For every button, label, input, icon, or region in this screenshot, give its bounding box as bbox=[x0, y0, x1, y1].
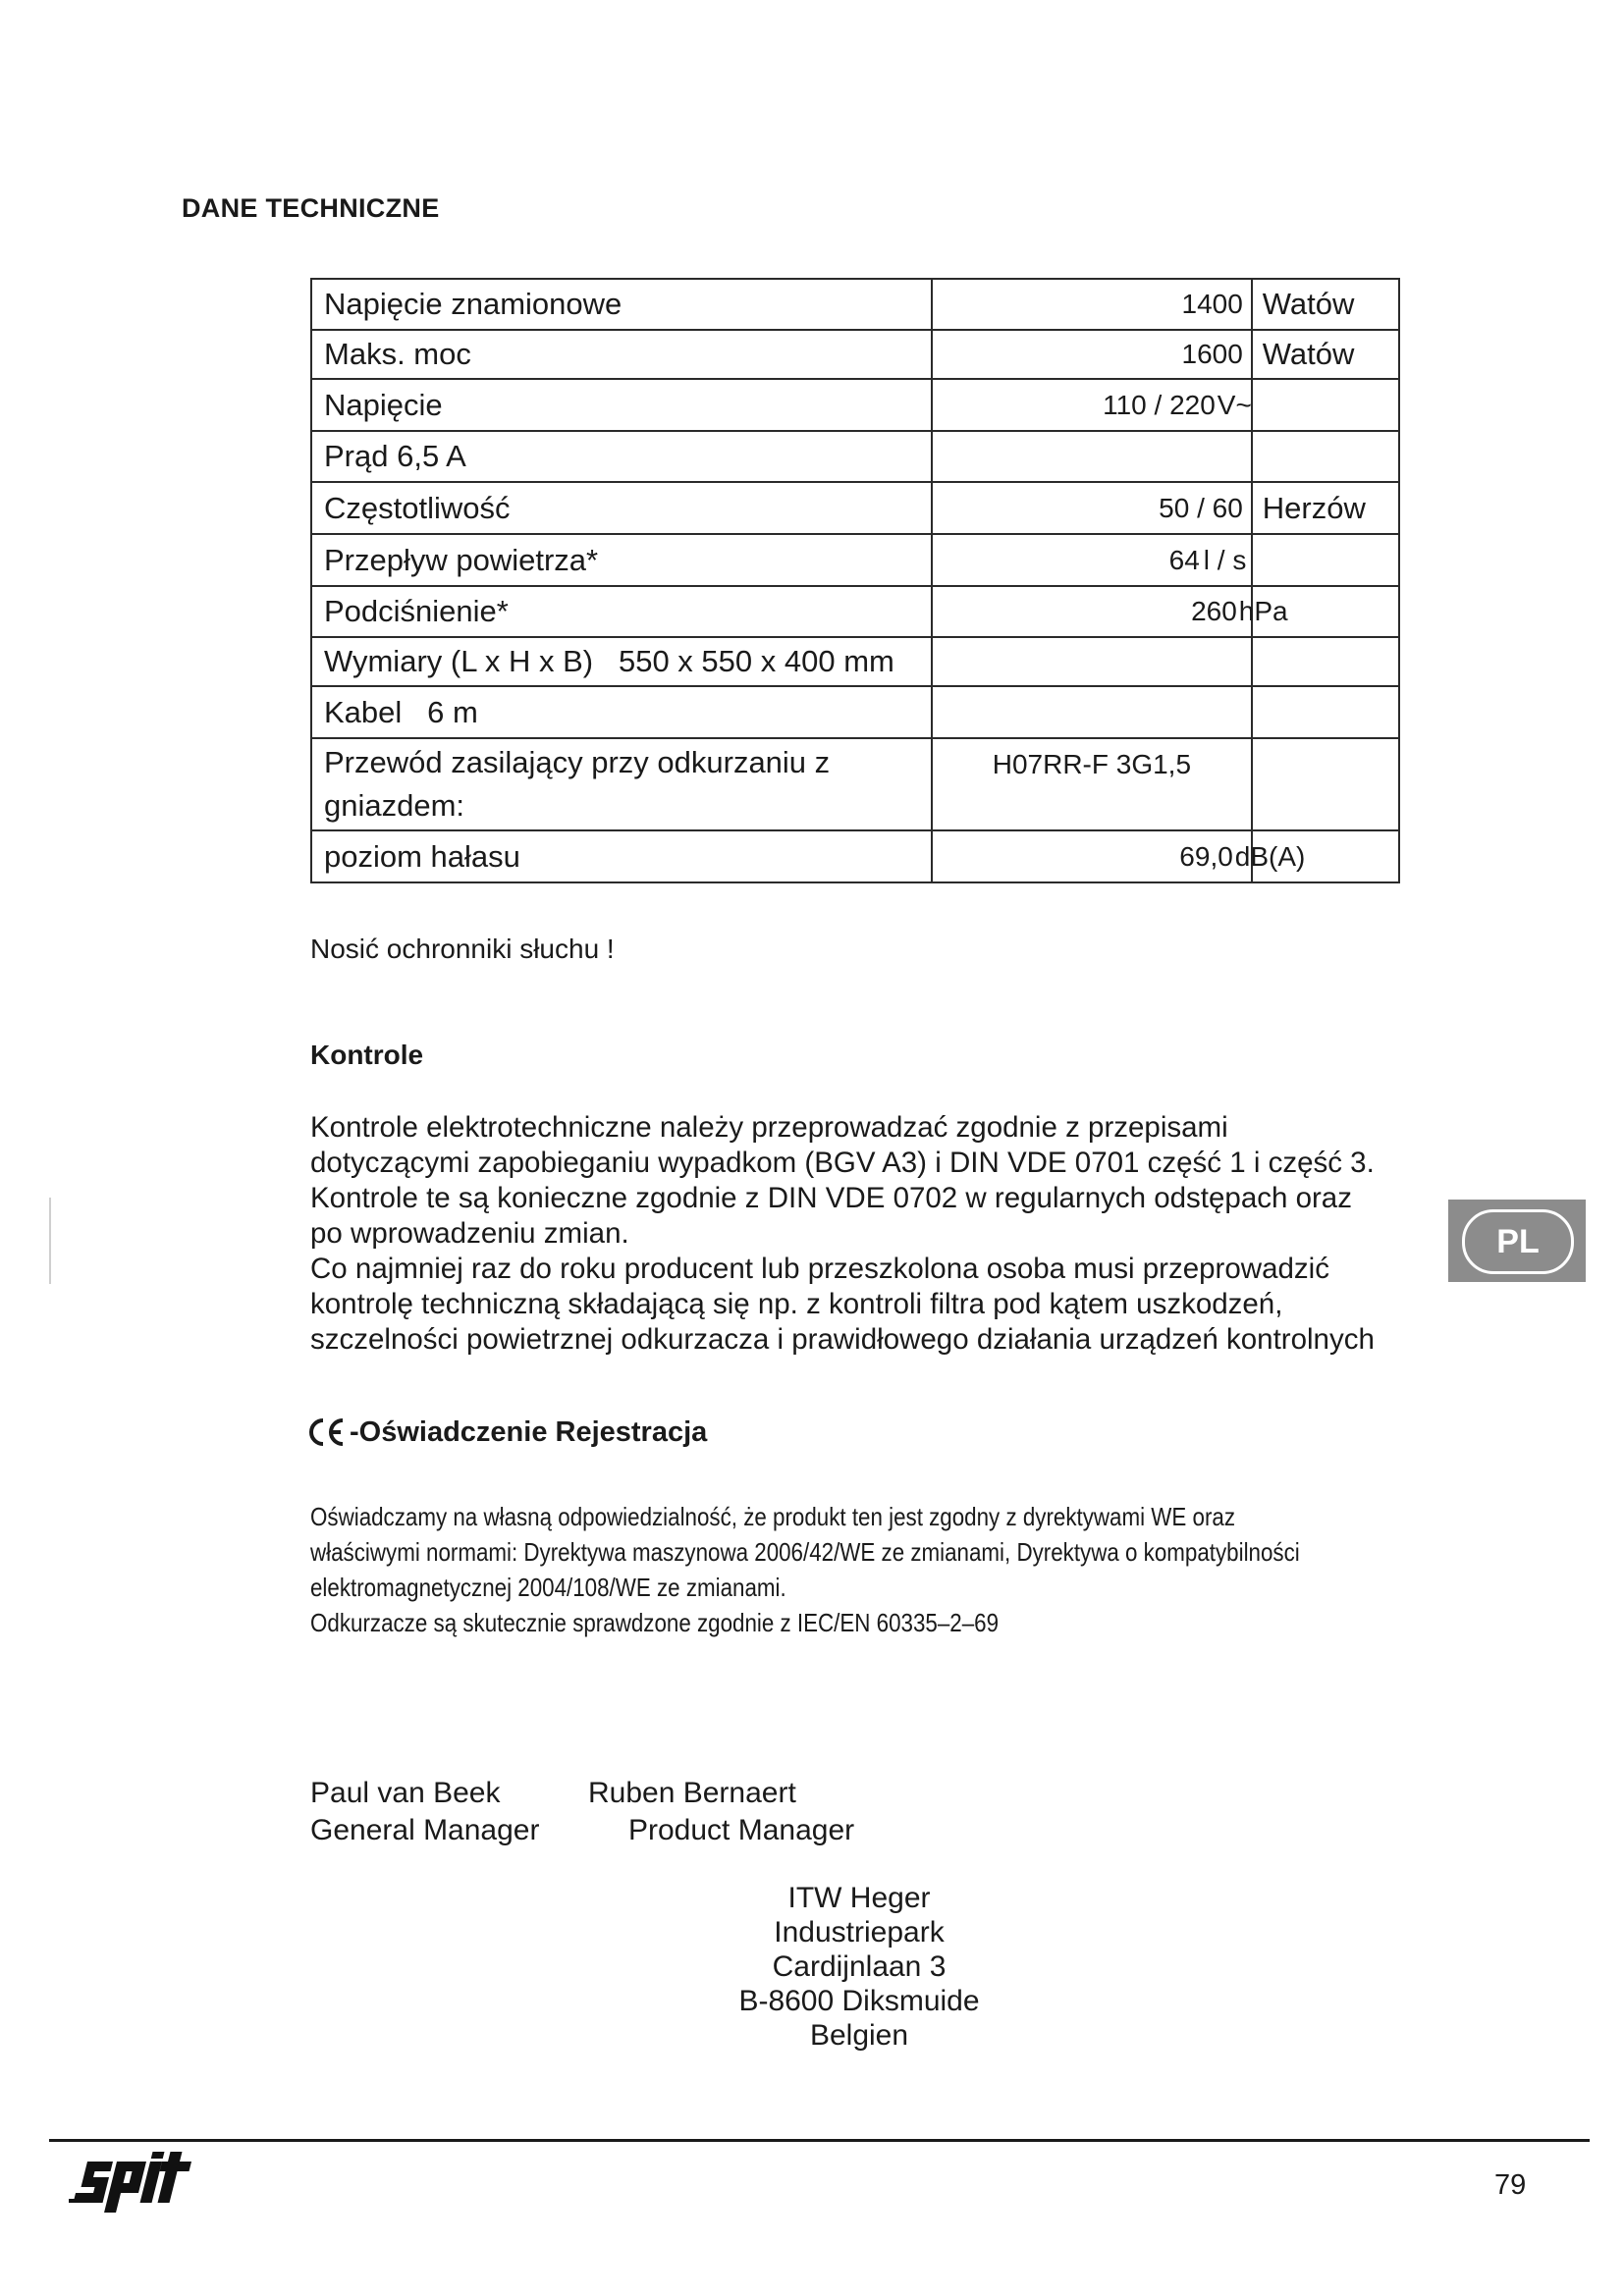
spec-name: Przepływ powietrza* bbox=[311, 534, 932, 586]
section-title: DANE TECHNICZNE bbox=[182, 193, 440, 223]
spec-name: Podciśnienie* bbox=[311, 586, 932, 637]
address-line: Cardijnlaan 3 bbox=[772, 1950, 947, 1983]
spec-value-cell bbox=[932, 379, 1252, 431]
table-row bbox=[311, 534, 1399, 586]
spec-unit: Watów bbox=[1252, 330, 1399, 379]
declaration-paragraph bbox=[310, 1499, 1300, 1640]
signatory-title: General Manager bbox=[310, 1814, 540, 1846]
spec-value-cell bbox=[932, 830, 1306, 882]
controls-line: Kontrole te są konieczne zgodnie z DIN VDE 0702 w regularnych odstępach oraz bbox=[310, 1182, 1352, 1214]
spec-value: 1600 bbox=[932, 330, 1252, 379]
spec-name: Częstotliwość bbox=[311, 482, 932, 534]
controls-line: Co najmniej raz do roku producent lub przeszkolona osoba musi przeprowadzić bbox=[310, 1253, 1329, 1285]
signatory-title: Product Manager bbox=[628, 1814, 855, 1846]
table-row bbox=[311, 738, 1399, 830]
declaration-line: Odkurzacze są skutecznie sprawdzone zgodnie z IEC/EN 60335–2–69 bbox=[310, 1608, 1000, 1637]
controls-line: po wprowadzeniu zmian. bbox=[310, 1217, 629, 1250]
declaration-line: elektromagnetycznej 2004/108/WE ze zmianami. bbox=[310, 1573, 786, 1602]
ce-mark-icon bbox=[306, 1415, 348, 1449]
controls-line: dotyczącymi zapobieganiu wypadkom (BGV A3) i DIN VDE 0701 część 1 i część 3. bbox=[310, 1147, 1375, 1179]
address-line: ITW Heger bbox=[787, 1882, 931, 1914]
spec-value: 260 bbox=[1191, 596, 1237, 626]
spec-name: Prąd 6,5 A bbox=[311, 431, 932, 482]
spec-value: 50 / 60 bbox=[932, 482, 1252, 534]
table-row bbox=[311, 482, 1399, 534]
signatory-name: Paul van Beek bbox=[310, 1777, 501, 1809]
company-address bbox=[687, 1881, 1031, 2053]
controls-line: Kontrole elektrotechniczne należy przeprowadzać zgodnie z przepisami bbox=[310, 1111, 1228, 1144]
spec-value-cell bbox=[932, 534, 1252, 586]
spec-unit: l / s bbox=[1203, 544, 1247, 575]
margin-mark bbox=[49, 1198, 51, 1284]
controls-heading: Kontrole bbox=[310, 1040, 424, 1070]
spec-name bbox=[311, 738, 932, 830]
spec-unit: dB(A) bbox=[1234, 840, 1306, 872]
table-row bbox=[311, 586, 1399, 637]
spec-unit: V~ bbox=[1217, 389, 1252, 420]
spec-value: 1400 bbox=[932, 279, 1252, 330]
address-line: Belgien bbox=[809, 2019, 909, 2052]
address-line: B-8600 Diksmuide bbox=[738, 1985, 980, 2017]
address-line: Industriepark bbox=[774, 1916, 945, 1949]
declaration-title: -Oświadczenie Rejestracja bbox=[350, 1415, 708, 1448]
table-row bbox=[311, 637, 1399, 686]
table-row bbox=[311, 379, 1399, 431]
declaration-line: Oświadczamy na własną odpowiedzialność, że produkt ten jest zgodny z dyrektywami WE oraz bbox=[310, 1502, 1236, 1531]
table-row bbox=[311, 830, 1399, 882]
spec-name: Napięcie znamionowe bbox=[311, 279, 932, 330]
controls-line: szczelności powietrznej odkurzacza i prawidłowego działania urządzeń kontrolnych bbox=[310, 1323, 1375, 1356]
spec-value: 64 bbox=[1168, 544, 1200, 575]
table-row bbox=[311, 431, 1399, 482]
spec-name: Wymiary (L x H x B) 550 x 550 x 400 mm bbox=[311, 637, 932, 686]
page-number: 79 bbox=[1494, 2169, 1527, 2201]
table-row bbox=[311, 686, 1399, 738]
footer-divider bbox=[49, 2139, 1590, 2142]
controls-line: kontrolę techniczną składającą się np. z kontroli filtra pod kątem uszkodzeń, bbox=[310, 1288, 1283, 1320]
spec-name: Napięcie bbox=[311, 379, 932, 431]
declaration-line: właściwymi normami: Dyrektywa maszynowa 2006/42/WE ze zmianami, Dyrektywa o kompatybilności bbox=[310, 1537, 1300, 1567]
hearing-protection-note: Nosić ochronniki słuchu ! bbox=[310, 934, 615, 964]
spec-value-cell bbox=[932, 586, 1288, 637]
language-code: PL bbox=[1496, 1223, 1540, 1260]
spec-name: Kabel 6 m bbox=[311, 686, 932, 738]
spec-name-line: gniazdem: bbox=[324, 788, 465, 823]
declaration-heading bbox=[306, 1415, 707, 1449]
table-row bbox=[311, 279, 1399, 330]
spec-value: H07RR-F 3G1,5 bbox=[932, 738, 1252, 830]
spec-value: 69,0 bbox=[1179, 840, 1233, 872]
spit-logo-icon bbox=[69, 2150, 216, 2216]
spec-value: 110 / 220 bbox=[1103, 389, 1216, 420]
spec-table bbox=[310, 278, 1400, 883]
spec-name: Maks. moc bbox=[311, 330, 932, 379]
spec-unit: Watów bbox=[1252, 279, 1399, 330]
controls-paragraph bbox=[310, 1110, 1420, 1358]
spec-unit: Herzów bbox=[1252, 482, 1399, 534]
spec-name-line: Przewód zasilający przy odkurzaniu z bbox=[324, 745, 831, 779]
signatory-name: Ruben Bernaert bbox=[588, 1777, 796, 1809]
spec-name: poziom hałasu bbox=[311, 830, 932, 882]
spec-unit: hPa bbox=[1238, 596, 1288, 626]
language-badge bbox=[1448, 1200, 1586, 1282]
table-row bbox=[311, 330, 1399, 379]
